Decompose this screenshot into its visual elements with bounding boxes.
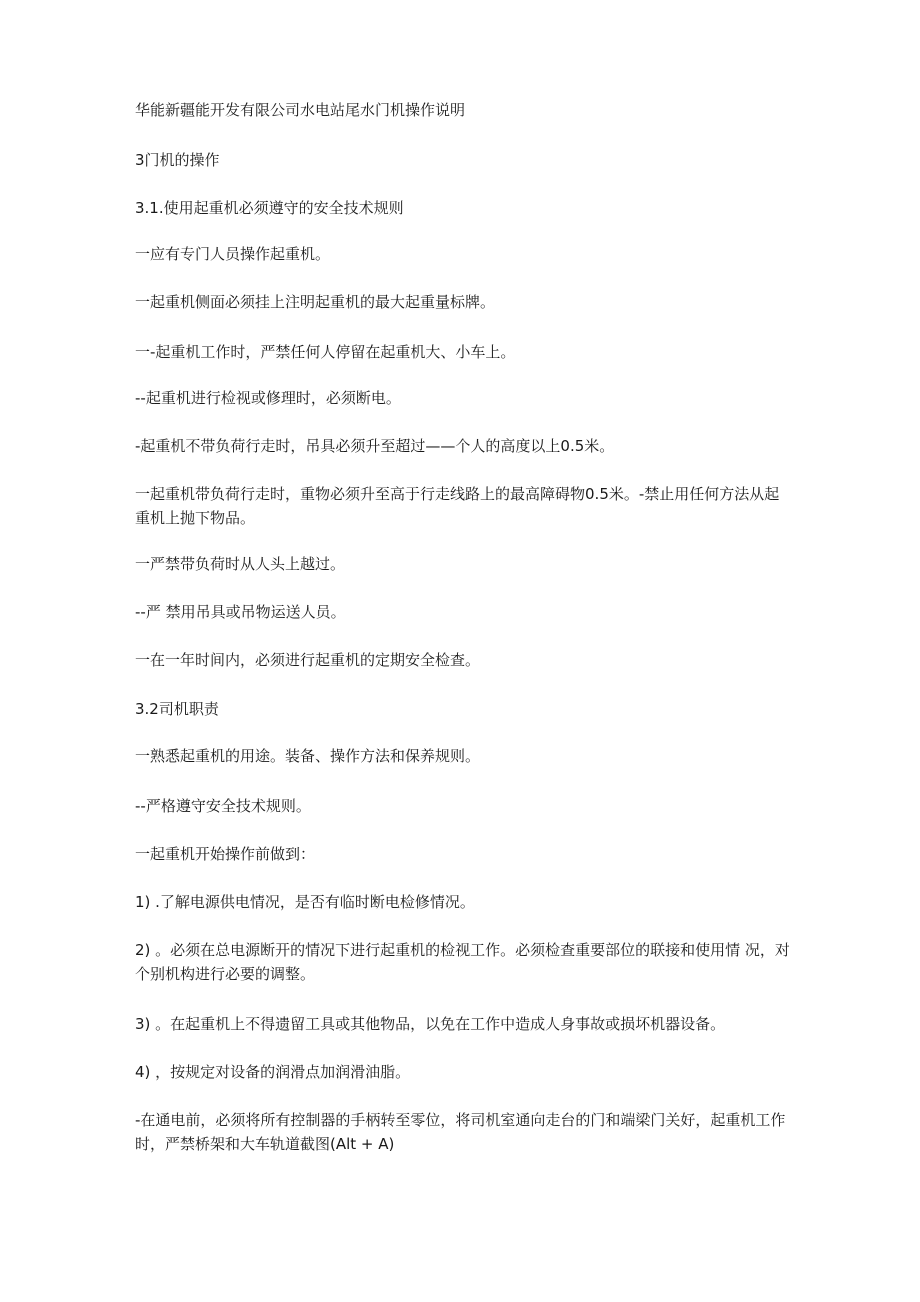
paragraph: 一起重机侧面必须挂上注明起重机的最大起重量标牌。	[135, 293, 496, 311]
list-item: 2) 。必须在总电源断开的情况下进行起重机的检视工作。必须检查重要部位的联接和使用情 况，对个别机构进行必要的调整。	[135, 941, 790, 983]
paragraph: 一应有专门人员操作起重机。	[135, 245, 331, 263]
paragraph: --起重机进行检视或修理时，必须断电。	[135, 389, 401, 407]
list-item: 1) .了解电源供电情况，是否有临时断电检修情况。	[135, 893, 475, 911]
document-title: 华能新疆能开发有限公司水电站尾水门机操作说明	[135, 101, 466, 119]
paragraph: 一在一年时间内，必须进行起重机的定期安全检查。	[135, 651, 481, 669]
paragraph: 一起重机带负荷行走时，重物必须升至高于行走线路上的最高障碍物0.5米。-禁止用任何方法从起重机上抛下物品。	[135, 485, 780, 527]
paragraph: 一-起重机工作时，严禁任何人停留在起重机大、小车上。	[135, 343, 516, 361]
subsection-heading: 3.1.使用起重机必须遵守的安全技术规则	[135, 199, 404, 217]
list-item: 3) 。在起重机上不得遗留工具或其他物品，以免在工作中造成人身事故或损坏机器设备。	[135, 1015, 726, 1033]
subsection-heading: 3.2司机职责	[135, 700, 219, 718]
paragraph: -在通电前，必须将所有控制器的手柄转至零位，将司机室通向走台的门和端梁门关好，起重机工作时，严禁桥架和大车轨道截图(Alt + A)	[135, 1111, 786, 1153]
section-heading: 3门机的操作	[135, 151, 220, 169]
paragraph: --严 禁用吊具或吊物运送人员。	[135, 603, 346, 621]
paragraph: -起重机不带负荷行走时，吊具必须升至超过——个人的高度以上0.5米。	[135, 437, 615, 455]
paragraph: 一熟悉起重机的用途。装备、操作方法和保养规则。	[135, 747, 481, 765]
paragraph: 一严禁带负荷时从人头上越过。	[135, 555, 346, 573]
paragraph: --严格遵守安全技术规则。	[135, 797, 311, 815]
list-item: 4) ，按规定对设备的润滑点加润滑油脂。	[135, 1063, 411, 1081]
paragraph: 一起重机开始操作前做到：	[135, 845, 316, 863]
